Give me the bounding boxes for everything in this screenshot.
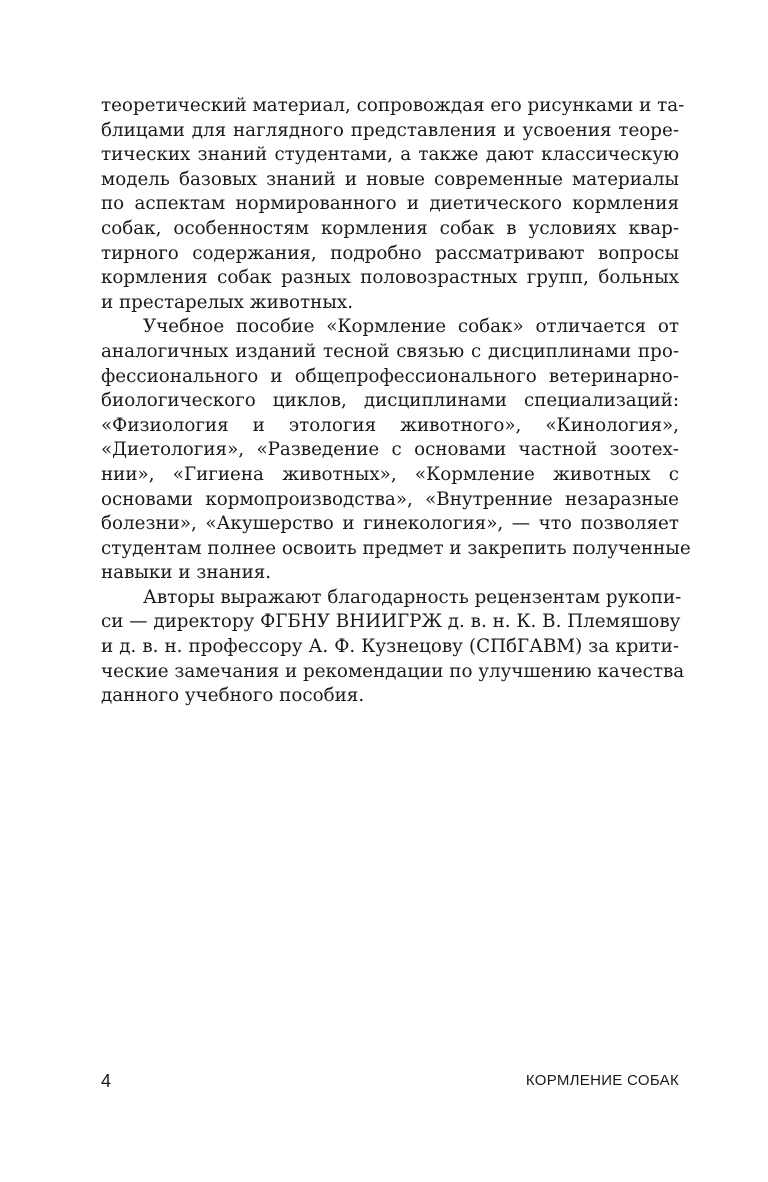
text-line: биологического циклов, дисциплинами специализаций: bbox=[101, 390, 679, 412]
text-line: основами кормопроизводства», «Внутренние незаразные bbox=[101, 488, 679, 510]
text-line: собак, особенностям кормления собак в условиях квар- bbox=[101, 217, 679, 239]
text-line: ческие замечания и рекомендации по улучшению качества bbox=[101, 660, 685, 682]
text-line: «Диетология», «Разведение с основами частной зоотех- bbox=[101, 439, 679, 461]
text-line: тирного содержания, подробно рассматривают вопросы bbox=[101, 242, 679, 264]
paragraph-1 bbox=[101, 94, 685, 315]
body-text bbox=[101, 94, 691, 709]
text-line: тических знаний студентами, а также дают классическую bbox=[101, 144, 679, 166]
text-line: блицами для наглядного представления и усвоения теоре- bbox=[101, 119, 679, 141]
text-line: нии», «Гигиена животных», «Кормление животных с bbox=[101, 463, 679, 485]
text-line: по аспектам нормированного и диетического кормления bbox=[101, 193, 679, 215]
text-line: аналогичных изданий тесной связью с дисциплинами про- bbox=[101, 340, 679, 362]
text-line: теоретический материал, сопровождая его рисунками и та- bbox=[101, 95, 685, 116]
text-line: фессионального и общепрофессионального ветеринарно- bbox=[101, 365, 679, 387]
text-line: кормления собак разных половозрастных групп, больных bbox=[101, 267, 679, 289]
text-line: данного учебного пособия. bbox=[101, 685, 365, 707]
page-number: 4 bbox=[101, 1071, 112, 1091]
text-line: Авторы выражают благодарность рецензентам рукопи- bbox=[143, 586, 682, 608]
paragraph-3 bbox=[101, 586, 685, 709]
text-line: Учебное пособие «Кормление собак» отличается от bbox=[143, 316, 679, 338]
running-title: КОРМЛЕНИЕ СОБАК bbox=[525, 1072, 679, 1089]
text-line: болезни», «Акушерство и гинекология», — что позволяет bbox=[101, 513, 679, 535]
text-line: навыки и знания. bbox=[101, 562, 272, 584]
text-line: модель базовых знаний и новые современные материалы bbox=[101, 168, 679, 190]
paragraph-2 bbox=[101, 315, 691, 586]
text-line: и престарелых животных. bbox=[101, 291, 354, 313]
text-line: си — директору ФГБНУ ВНИИГРЖ д. в. н. К. В. Племяшову bbox=[101, 611, 681, 633]
text-line: студентам полнее освоить предмет и закрепить полученные bbox=[101, 537, 691, 559]
text-line: и д. в. н. профессору А. Ф. Кузнецову (СПбГАВМ) за крити- bbox=[101, 636, 679, 658]
text-line: «Физиология и этология животного», «Кинология», bbox=[101, 414, 679, 436]
